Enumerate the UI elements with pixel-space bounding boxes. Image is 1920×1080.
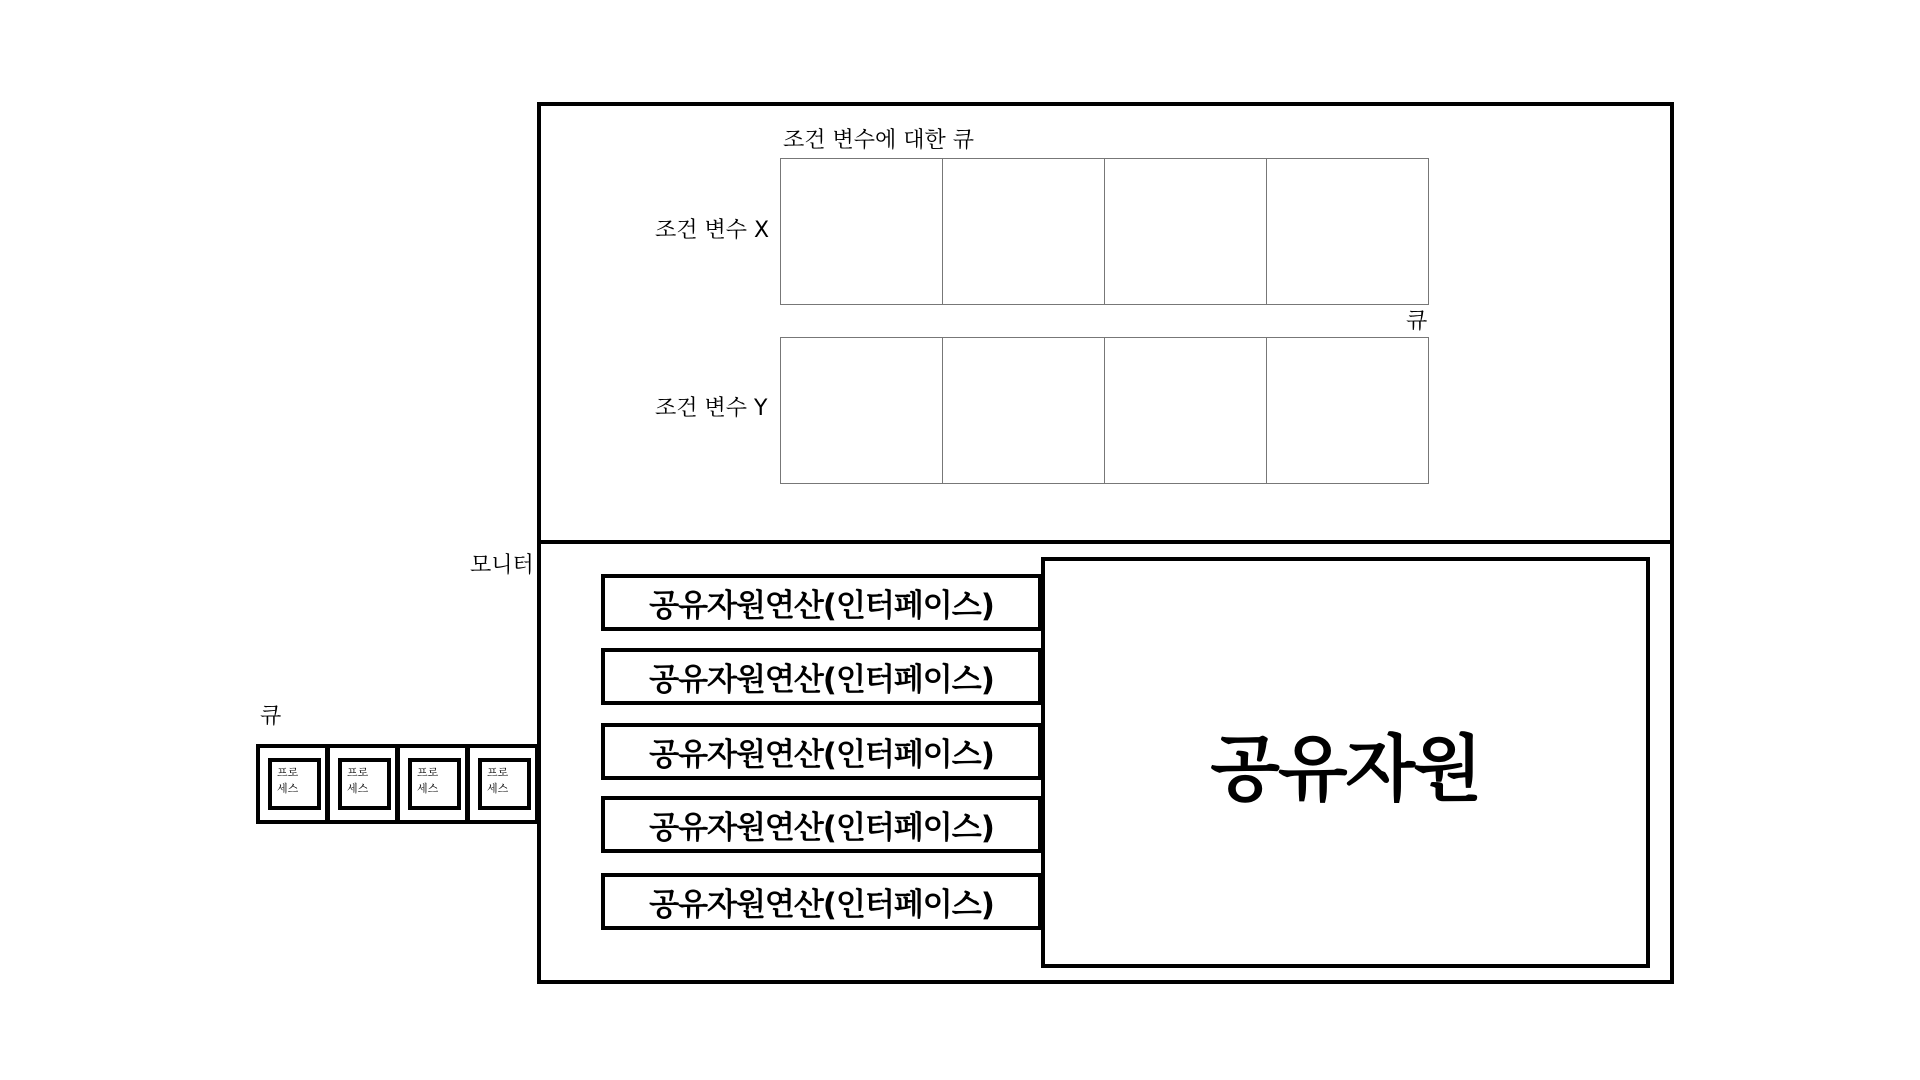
monitor-divider bbox=[537, 540, 1674, 544]
queue-y-slot bbox=[780, 337, 943, 484]
process bbox=[268, 758, 321, 810]
cv-y-label: 조건 변수 Y bbox=[655, 396, 768, 421]
process-label: 프로 bbox=[487, 766, 509, 779]
queue-x-slot bbox=[942, 158, 1105, 305]
cv-x-label: 조건 변수 X bbox=[655, 218, 770, 243]
cv-queue-title: 조건 변수에 대한 큐 bbox=[783, 128, 974, 153]
shared-resource-box bbox=[1041, 557, 1650, 968]
queue-y-slot bbox=[1104, 337, 1267, 484]
shared-resource-label: 공유자원 bbox=[1210, 726, 1481, 811]
interface-operation: 공유자원연산(인터페이스) bbox=[601, 648, 1042, 705]
process-slot bbox=[396, 744, 469, 824]
queue-y-slot bbox=[1266, 337, 1429, 484]
queue-y-slot bbox=[942, 337, 1105, 484]
process-label: 프로 bbox=[277, 766, 299, 779]
queue-x-slot bbox=[780, 158, 943, 305]
interface-operation: 공유자원연산(인터페이스) bbox=[601, 574, 1042, 631]
interface-operation: 공유자원연산(인터페이스) bbox=[601, 796, 1042, 853]
process-label: 프로 bbox=[347, 766, 369, 779]
process bbox=[338, 758, 391, 810]
process bbox=[478, 758, 531, 810]
process-label: 세스 bbox=[347, 782, 369, 795]
process-label: 세스 bbox=[417, 782, 439, 795]
interface-operation: 공유자원연산(인터페이스) bbox=[601, 723, 1042, 780]
entry-queue-label: 큐 bbox=[260, 704, 282, 729]
cv-queue-label: 큐 bbox=[1406, 309, 1428, 334]
monitor-label: 모니터 bbox=[470, 553, 534, 578]
process-label: 프로 bbox=[417, 766, 439, 779]
interface-operation: 공유자원연산(인터페이스) bbox=[601, 873, 1042, 930]
queue-x-slot bbox=[1266, 158, 1429, 305]
process-label: 세스 bbox=[277, 782, 299, 795]
queue-x-slot bbox=[1104, 158, 1267, 305]
process bbox=[408, 758, 461, 810]
process-label: 세스 bbox=[487, 782, 509, 795]
process-slot bbox=[466, 744, 539, 824]
process-slot bbox=[326, 744, 399, 824]
process-slot bbox=[256, 744, 329, 824]
